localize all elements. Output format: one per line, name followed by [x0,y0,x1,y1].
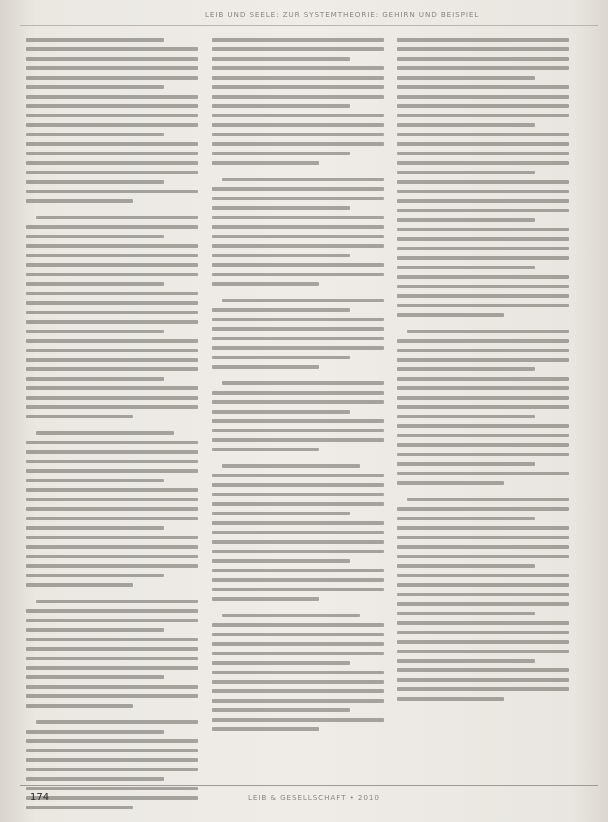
text-line-placeholder [26,282,164,286]
text-line-placeholder [397,386,569,390]
text-line-placeholder [212,652,384,656]
text-column-2 [212,38,384,778]
text-line-placeholder [397,517,535,521]
text-line-placeholder [397,405,569,409]
text-line-placeholder [397,526,569,530]
text-line-placeholder [397,507,569,511]
text-line-placeholder [397,218,535,222]
text-line-placeholder [26,526,164,530]
text-line-placeholder [212,57,350,61]
text-line-placeholder [26,796,198,800]
text-line-placeholder [26,647,198,651]
text-line-placeholder [26,95,198,99]
text-line-placeholder [397,190,569,194]
paragraph-gap [212,292,384,299]
paragraph-gap [212,374,384,381]
paragraph-gap [26,593,198,600]
text-line-placeholder [397,377,569,381]
text-line-placeholder [397,659,535,663]
paragraph-gap [26,424,198,431]
text-line-placeholder [26,536,198,540]
text-line-placeholder [397,536,569,540]
text-line-placeholder [212,282,319,286]
text-line-placeholder [212,123,384,127]
text-line-placeholder [397,256,569,260]
text-line-placeholder [397,621,569,625]
text-line-placeholder [397,396,569,400]
text-line-placeholder [212,152,350,156]
text-line-placeholder [212,483,384,487]
text-line-placeholder [212,540,384,544]
text-line-placeholder [26,273,198,277]
text-line-placeholder [212,254,350,258]
text-line-placeholder [26,619,198,623]
text-line-placeholder [26,38,164,42]
text-line-placeholder [397,237,569,241]
text-line-placeholder [26,161,198,165]
text-line-placeholder [212,104,350,108]
text-line-placeholder [397,640,569,644]
text-line-placeholder [212,727,319,731]
paragraph-gap [397,491,569,498]
text-line-placeholder [397,304,569,308]
footer-rule [20,785,598,786]
paragraph-gap [212,457,384,464]
text-line-placeholder [26,628,164,632]
text-line-placeholder [212,438,384,442]
text-line-placeholder [397,453,569,457]
text-line-placeholder [222,299,384,303]
text-line-placeholder [222,381,384,385]
text-line-placeholder [212,235,384,239]
text-line-placeholder [26,244,198,248]
text-line-placeholder [212,689,384,693]
header-rule [20,25,598,26]
text-line-placeholder [26,349,198,353]
text-line-placeholder [212,502,384,506]
text-line-placeholder [26,47,198,51]
text-line-placeholder [397,415,535,419]
text-line-placeholder [397,424,569,428]
text-line-placeholder [26,758,198,762]
text-line-placeholder [26,675,164,679]
text-line-placeholder [26,123,198,127]
text-line-placeholder [26,415,133,419]
text-line-placeholder [26,498,198,502]
text-line-placeholder [26,469,198,473]
text-line-placeholder [212,531,384,535]
text-line-placeholder [397,161,569,165]
text-line-placeholder [212,356,350,360]
text-line-placeholder [26,396,198,400]
text-line-placeholder [26,311,198,315]
text-line-placeholder [397,339,569,343]
text-line-placeholder [397,114,569,118]
running-head: LEIB UND SEELE: ZUR SYSTEMTHEORIE: GEHIRN UND BEISPIEL [205,10,480,19]
text-column-3 [397,38,569,778]
text-line-placeholder [26,787,198,791]
text-line-placeholder [212,708,350,712]
text-line-placeholder [26,190,198,194]
text-line-placeholder [26,609,198,613]
text-line-placeholder [397,38,569,42]
text-line-placeholder [212,206,350,210]
text-line-placeholder [222,464,360,468]
text-line-placeholder [397,687,569,691]
text-line-placeholder [212,95,384,99]
text-line-placeholder [212,661,350,665]
text-line-placeholder [26,76,198,80]
text-line-placeholder [26,460,198,464]
text-line-placeholder [407,498,569,502]
text-column-1 [26,38,198,778]
text-line-placeholder [212,718,384,722]
text-line-placeholder [397,434,569,438]
text-line-placeholder [397,602,569,606]
text-line-placeholder [26,694,198,698]
text-line-placeholder [26,405,198,409]
text-line-placeholder [26,488,198,492]
text-line-placeholder [212,244,384,248]
text-line-placeholder [26,517,198,521]
text-line-placeholder [26,66,198,70]
text-line-placeholder [212,114,384,118]
text-line-placeholder [26,367,198,371]
text-line-placeholder [397,47,569,51]
text-line-placeholder [397,313,504,317]
text-line-placeholder [397,668,569,672]
text-line-placeholder [212,521,384,525]
text-line-placeholder [26,263,198,267]
text-line-placeholder [26,574,164,578]
text-line-placeholder [212,85,384,89]
text-line-placeholder [397,123,535,127]
text-line-placeholder [397,275,569,279]
text-line-placeholder [397,631,569,635]
text-line-placeholder [212,569,384,573]
text-line-placeholder [397,650,569,654]
text-line-placeholder [397,443,569,447]
text-line-placeholder [212,578,384,582]
text-line-placeholder [212,263,384,267]
text-line-placeholder [26,806,133,810]
text-line-placeholder [397,462,535,466]
text-line-placeholder [397,294,569,298]
text-line-placeholder [212,365,319,369]
text-line-placeholder [212,391,384,395]
text-line-placeholder [397,285,569,289]
text-line-placeholder [212,474,384,478]
text-line-placeholder [397,171,535,175]
text-line-placeholder [212,642,384,646]
text-line-placeholder [26,292,198,296]
text-line-placeholder [212,419,384,423]
text-line-placeholder [397,583,569,587]
running-foot: LEIB & GESELLSCHAFT • 2010 [248,793,380,802]
text-line-placeholder [397,57,569,61]
text-line-placeholder [26,301,198,305]
text-line-placeholder [212,273,384,277]
text-line-placeholder [212,76,384,80]
text-line-placeholder [26,545,198,549]
text-line-placeholder [397,209,569,213]
text-line-placeholder [36,600,198,604]
text-line-placeholder [397,266,535,270]
text-line-placeholder [212,225,384,229]
paragraph-gap [26,209,198,216]
text-line-placeholder [26,386,198,390]
text-line-placeholder [397,349,569,353]
text-line-placeholder [26,114,198,118]
text-line-placeholder [26,657,198,661]
text-line-placeholder [397,66,569,70]
text-line-placeholder [26,152,198,156]
text-line-placeholder [397,76,535,80]
text-line-placeholder [26,450,198,454]
text-line-placeholder [397,85,569,89]
text-line-placeholder [212,161,319,165]
paragraph-gap [212,171,384,178]
paragraph-gap [26,713,198,720]
text-line-placeholder [212,559,350,563]
text-line-placeholder [212,671,384,675]
text-line-placeholder [26,235,164,239]
text-line-placeholder [26,749,198,753]
text-line-placeholder [26,564,198,568]
text-line-placeholder [212,550,384,554]
text-line-placeholder [26,777,164,781]
text-line-placeholder [397,142,569,146]
text-line-placeholder [26,507,198,511]
text-line-placeholder [212,597,319,601]
text-line-placeholder [36,431,174,435]
text-line-placeholder [212,346,384,350]
text-line-placeholder [26,142,198,146]
text-line-placeholder [26,685,198,689]
text-line-placeholder [212,588,384,592]
page-number: 174 [30,792,50,803]
text-line-placeholder [397,564,535,568]
text-line-placeholder [212,38,384,42]
text-line-placeholder [26,638,198,642]
text-line-placeholder [407,330,569,334]
text-line-placeholder [397,247,569,251]
text-line-placeholder [397,678,569,682]
text-line-placeholder [397,180,569,184]
text-line-placeholder [212,66,384,70]
text-line-placeholder [26,583,133,587]
text-line-placeholder [397,574,569,578]
text-line-placeholder [26,666,198,670]
text-line-placeholder [26,739,198,743]
text-line-placeholder [26,320,198,324]
text-line-placeholder [212,187,384,191]
text-line-placeholder [26,339,198,343]
text-line-placeholder [397,481,504,485]
text-line-placeholder [26,225,198,229]
text-line-placeholder [26,180,164,184]
text-line-placeholder [397,593,569,597]
text-line-placeholder [212,327,384,331]
text-line-placeholder [212,493,384,497]
text-line-placeholder [212,448,319,452]
text-line-placeholder [212,623,384,627]
text-line-placeholder [397,95,569,99]
paragraph-gap [212,607,384,614]
text-line-placeholder [212,337,384,341]
text-line-placeholder [26,555,198,559]
text-line-placeholder [397,104,569,108]
text-line-placeholder [26,730,164,734]
text-line-placeholder [36,720,198,724]
text-line-placeholder [212,47,384,51]
text-line-placeholder [26,330,164,334]
text-line-placeholder [212,318,384,322]
text-line-placeholder [26,171,198,175]
text-line-placeholder [212,400,384,404]
text-line-placeholder [26,768,198,772]
text-line-placeholder [26,377,164,381]
text-line-placeholder [26,57,198,61]
text-line-placeholder [26,704,133,708]
text-line-placeholder [212,429,384,433]
text-line-placeholder [397,358,569,362]
text-line-placeholder [26,254,198,258]
text-line-placeholder [222,178,384,182]
paragraph-gap [397,323,569,330]
text-line-placeholder [397,367,535,371]
text-line-placeholder [26,199,133,203]
text-line-placeholder [36,216,198,220]
text-line-placeholder [212,633,384,637]
text-line-placeholder [212,308,350,312]
text-line-placeholder [212,410,350,414]
text-line-placeholder [212,680,384,684]
text-line-placeholder [212,512,350,516]
text-line-placeholder [397,612,535,616]
text-line-placeholder [26,104,198,108]
text-line-placeholder [397,152,569,156]
text-line-placeholder [212,142,384,146]
text-line-placeholder [397,228,569,232]
text-line-placeholder [26,358,198,362]
text-line-placeholder [397,555,569,559]
text-line-placeholder [212,197,384,201]
text-line-placeholder [397,472,569,476]
text-line-placeholder [26,441,198,445]
text-line-placeholder [26,133,164,137]
text-line-placeholder [26,85,164,89]
text-line-placeholder [397,133,569,137]
text-line-placeholder [222,614,360,618]
text-line-placeholder [397,545,569,549]
text-line-placeholder [397,697,504,701]
text-line-placeholder [397,199,569,203]
text-line-placeholder [212,699,384,703]
text-line-placeholder [212,133,384,137]
text-line-placeholder [212,216,384,220]
text-line-placeholder [26,479,164,483]
